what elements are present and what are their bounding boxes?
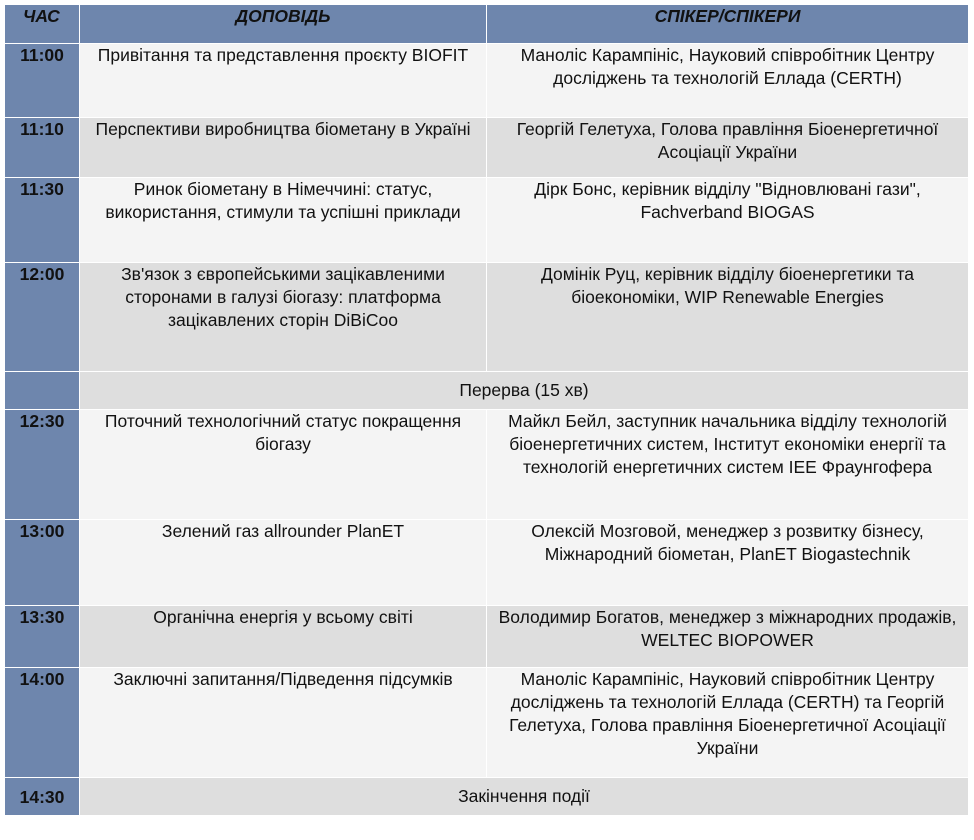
row-speakers: Майкл Бейл, заступник начальника відділу технологій біоенергетичних систем, Інститут економіки енергії та технологій енергетичних систем IEE Фраунгофера (487, 410, 969, 520)
row-time-empty (5, 372, 80, 410)
row-speakers: Володимир Богатов, менеджер з міжнародних продажів, WELTEC BIOPOWER (487, 606, 969, 668)
agenda-table (4, 4, 969, 816)
row-talk: Привітання та представлення проєкту BIOFIT (80, 44, 487, 118)
row-time: 12:00 (5, 263, 80, 372)
agenda-row (5, 520, 969, 606)
row-talk: Заключні запитання/Підведення підсумків (80, 668, 487, 778)
row-speakers: Манолiс Карампiнiс, Науковий співробітник Центру досліджень та технологій Еллада (CERTH) та Георгій Гелетуха, Голова правління Біоенергетичної Асоціації України (487, 668, 969, 778)
row-time: 11:10 (5, 118, 80, 178)
agenda-row (5, 410, 969, 520)
header-talk: ДОПОВІДЬ (80, 5, 487, 44)
break-label: Перерва (15 хв) (80, 372, 969, 410)
header-row (5, 5, 969, 44)
header-time: ЧАС (5, 5, 80, 44)
agenda-row (5, 263, 969, 372)
agenda-row (5, 118, 969, 178)
header-speakers: СПІКЕР/СПІКЕРИ (487, 5, 969, 44)
row-time: 14:30 (5, 778, 80, 816)
row-talk: Зелений газ allrounder PlanET (80, 520, 487, 606)
row-time: 13:30 (5, 606, 80, 668)
row-speakers: Домінік Руц, керівник відділу біоенергетики та біоекономіки, WIP Renewable Energies (487, 263, 969, 372)
end-row (5, 778, 969, 816)
row-speakers: Георгій Гелетуха, Голова правління Біоенергетичної Асоціації України (487, 118, 969, 178)
end-label: Закінчення події (80, 778, 969, 816)
row-speakers: Дірк Бонс, керівник відділу "Відновлювані гази", Fachverband BIOGAS (487, 178, 969, 263)
row-talk: Ринок біометану в Німеччині: статус, використання, стимули та успішні приклади (80, 178, 487, 263)
row-time: 14:00 (5, 668, 80, 778)
agenda-row (5, 606, 969, 668)
row-time: 11:00 (5, 44, 80, 118)
row-talk: Органічна енергія у всьому світі (80, 606, 487, 668)
agenda-row (5, 44, 969, 118)
break-row (5, 372, 969, 410)
agenda-row (5, 668, 969, 778)
row-talk: Перспективи виробництва біометану в Україні (80, 118, 487, 178)
row-talk: Зв'язок з європейськими зацікавленими сторонами в галузі біогазу: платформа зацікавлених сторін DiBiCoo (80, 263, 487, 372)
row-speakers: Манолiс Карампiнiс, Науковий співробітник Центру досліджень та технологій Еллада (CERTH) (487, 44, 969, 118)
row-time: 11:30 (5, 178, 80, 263)
row-time: 12:30 (5, 410, 80, 520)
agenda-row (5, 178, 969, 263)
row-talk: Поточний технологічний статус покращення біогазу (80, 410, 487, 520)
row-speakers: Олексій Мозговой, менеджер з розвитку бізнесу, Міжнародний біометан, PlanET Biogastechnik (487, 520, 969, 606)
row-time: 13:00 (5, 520, 80, 606)
